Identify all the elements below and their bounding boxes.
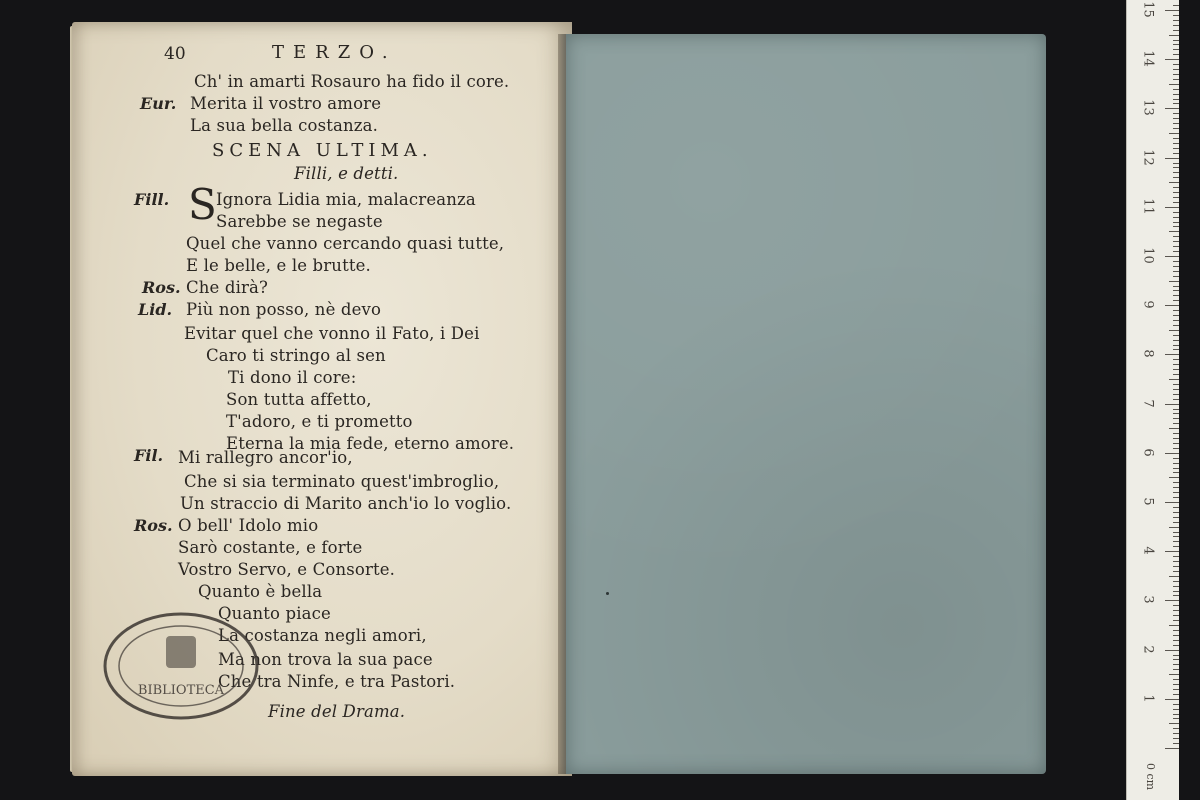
ruler-unit-label: 0 cm (1144, 762, 1158, 791)
ruler-tick (1173, 684, 1179, 685)
text-line: Un straccio di Marito anch'io lo voglio. (180, 494, 512, 513)
ruler-number: 15 (1140, 1, 1156, 18)
ruler-tick (1173, 335, 1179, 336)
ruler-tick (1165, 650, 1179, 651)
ruler-tick (1173, 655, 1179, 656)
ruler-tick (1173, 458, 1179, 459)
ruler-tick (1173, 5, 1179, 6)
ruler-tick (1165, 59, 1179, 60)
aria-line: Son tutta affetto, (226, 390, 372, 409)
ruler-tick (1173, 325, 1179, 326)
ruler-tick (1173, 143, 1179, 144)
drop-cap: S (188, 180, 217, 229)
ruler-tick (1173, 532, 1179, 533)
ruler-tick (1173, 99, 1179, 100)
ruler-tick (1165, 10, 1179, 11)
ruler-tick (1173, 25, 1179, 26)
text-line: Evitar quel che vonno il Fato, i Dei (184, 324, 480, 343)
ruler-tick (1169, 182, 1179, 183)
ruler-number: 1 (1140, 694, 1156, 703)
aria-line: Eterna la mia fede, eterno amore. (226, 434, 515, 453)
text-line: E le belle, e le brutte. (186, 256, 371, 275)
aria-line: T'adoro, e ti prometto (226, 412, 413, 431)
text-line: Vostro Servo, e Consorte. (178, 560, 396, 579)
ruler-tick (1173, 118, 1179, 119)
ruler-tick (1173, 345, 1179, 346)
speaker-label: Ros. (134, 516, 173, 535)
ruler-tick (1173, 561, 1179, 562)
ruler-tick (1173, 202, 1179, 203)
ruler-tick (1169, 428, 1179, 429)
ruler-tick (1173, 286, 1179, 287)
speaker-label: Lid. (138, 300, 173, 319)
scene-title: SCENA ULTIMA. (212, 140, 433, 161)
ruler-tick (1173, 472, 1179, 473)
ruler-tick (1169, 576, 1179, 577)
speaker-label: Ros. (142, 278, 181, 297)
ruler-tick (1173, 389, 1179, 390)
text-line: Ch' in amarti Rosauro ha fido il core. (194, 72, 510, 91)
ruler-tick (1173, 718, 1179, 719)
ruler-tick (1173, 113, 1179, 114)
text-line: La sua bella costanza. (190, 116, 378, 135)
text-line: Che dirà? (186, 278, 269, 297)
running-head: TERZO. (272, 42, 397, 63)
aria-line: Che tra Ninfe, e tra Pastori. (218, 672, 456, 691)
ruler-tick (1169, 674, 1179, 675)
ruler-tick (1173, 276, 1179, 277)
ruler-tick (1173, 226, 1179, 227)
ruler-number: 2 (1140, 644, 1156, 654)
ruler-tick (1173, 64, 1179, 65)
ruler-tick (1173, 541, 1179, 542)
cover-speck (606, 592, 609, 595)
ruler-tick (1173, 433, 1179, 434)
ruler-tick (1169, 133, 1179, 134)
ruler-tick (1173, 571, 1179, 572)
ruler-tick (1173, 153, 1179, 154)
text-line: Sarebbe se negaste (216, 212, 383, 231)
ruler-tick (1173, 694, 1179, 695)
ruler-tick (1173, 340, 1179, 341)
ruler-tick (1173, 581, 1179, 582)
ruler-tick (1173, 246, 1179, 247)
ruler-tick (1173, 487, 1179, 488)
ruler-tick (1173, 605, 1179, 606)
ruler-tick (1173, 197, 1179, 198)
ruler-tick (1173, 30, 1179, 31)
colophon: Fine del Drama. (268, 702, 406, 721)
ruler-tick (1169, 84, 1179, 85)
ruler-tick (1173, 413, 1179, 414)
ruler-tick (1173, 536, 1179, 537)
ruler-tick (1173, 566, 1179, 567)
ruler-tick (1173, 610, 1179, 611)
ruler-tick (1173, 482, 1179, 483)
ruler-tick (1173, 669, 1179, 670)
ruler-number: 3 (1140, 595, 1156, 605)
ruler-tick (1165, 256, 1179, 257)
ruler-tick (1173, 522, 1179, 523)
ruler-tick (1173, 595, 1179, 596)
ruler-tick (1173, 448, 1179, 449)
ruler-tick (1173, 49, 1179, 50)
ruler-tick (1173, 315, 1179, 316)
ruler-tick (1165, 305, 1179, 306)
ruler-tick (1173, 659, 1179, 660)
ruler-tick (1169, 625, 1179, 626)
speaker-label: Fill. (134, 190, 170, 209)
ruler-tick (1173, 704, 1179, 705)
ruler-tick (1173, 74, 1179, 75)
ruler-number: 13 (1140, 99, 1156, 117)
aria-line: Quanto piace (218, 604, 331, 623)
ruler-tick (1173, 512, 1179, 513)
ruler-tick (1173, 69, 1179, 70)
ruler-tick (1169, 330, 1179, 331)
text-line: Merita il vostro amore (190, 94, 382, 113)
aria-line: La costanza negli amori, (218, 626, 427, 645)
text-line: Sarò costante, e forte (178, 538, 363, 557)
ruler-tick (1173, 497, 1179, 498)
ruler-tick (1173, 251, 1179, 252)
ruler-tick (1173, 586, 1179, 587)
ruler-tick (1173, 212, 1179, 213)
ruler-tick (1165, 108, 1179, 109)
measuring-ruler (1126, 0, 1179, 800)
ruler-number: 7 (1140, 398, 1156, 408)
ruler-tick (1173, 44, 1179, 45)
ruler-tick (1173, 679, 1179, 680)
ruler-tick (1169, 35, 1179, 36)
ruler-tick (1165, 354, 1179, 355)
ruler-tick (1173, 689, 1179, 690)
text-line: Ignora Lidia mia, malacreanza (216, 190, 476, 209)
ruler-tick (1169, 379, 1179, 380)
library-stamp (100, 606, 262, 726)
ruler-tick (1173, 709, 1179, 710)
ruler-tick (1173, 546, 1179, 547)
text-line: O bell' Idolo mio (178, 516, 319, 535)
ruler-tick (1173, 15, 1179, 16)
ruler-tick (1173, 241, 1179, 242)
ruler-tick (1173, 89, 1179, 90)
ruler-tick (1173, 733, 1179, 734)
ruler-tick (1173, 236, 1179, 237)
ruler-number: 4 (1140, 546, 1156, 555)
text-line: Quel che vanno cercando quasi tutte, (186, 234, 505, 253)
ruler-tick (1173, 664, 1179, 665)
ruler-tick (1173, 349, 1179, 350)
ruler-tick (1173, 507, 1179, 508)
ruler-tick (1173, 635, 1179, 636)
ruler-tick (1173, 364, 1179, 365)
ruler-tick (1173, 177, 1179, 178)
ruler-tick (1169, 477, 1179, 478)
ruler-number: 8 (1140, 349, 1156, 359)
ruler-tick (1165, 600, 1179, 601)
ruler-tick (1173, 261, 1179, 262)
ruler-tick (1173, 40, 1179, 41)
ruler-tick (1173, 438, 1179, 439)
ruler-tick (1173, 167, 1179, 168)
ruler-tick (1173, 517, 1179, 518)
ruler-tick (1173, 300, 1179, 301)
ruler-tick (1173, 418, 1179, 419)
ruler-tick (1173, 359, 1179, 360)
ruler-tick (1165, 158, 1179, 159)
ruler-tick (1169, 723, 1179, 724)
ruler-tick (1165, 699, 1179, 700)
ruler-tick (1173, 409, 1179, 410)
ruler-number: 11 (1140, 198, 1156, 215)
ruler-tick (1173, 290, 1179, 291)
ruler-tick (1173, 728, 1179, 729)
aria-line: Ti dono il core: (228, 368, 357, 387)
ruler-number: 9 (1140, 300, 1156, 309)
ruler-tick (1173, 394, 1179, 395)
ruler-tick (1173, 217, 1179, 218)
ruler-tick (1173, 468, 1179, 469)
ruler-tick (1173, 295, 1179, 296)
ruler-tick (1173, 714, 1179, 715)
ruler-tick (1173, 192, 1179, 193)
ruler-tick (1173, 640, 1179, 641)
ruler-tick (1165, 502, 1179, 503)
ruler-tick (1173, 266, 1179, 267)
aria-line: Quanto è bella (198, 582, 323, 601)
ruler-tick (1173, 94, 1179, 95)
ruler-tick (1173, 630, 1179, 631)
ruler-tick (1173, 423, 1179, 424)
ruler-tick (1173, 123, 1179, 124)
text-line: Mi rallegro ancor'io, (178, 448, 353, 467)
text-line: Che si sia terminato quest'imbroglio, (184, 472, 500, 491)
ruler-tick (1173, 463, 1179, 464)
ruler-number: 6 (1140, 448, 1156, 457)
ruler-tick (1173, 148, 1179, 149)
ruler-tick (1173, 443, 1179, 444)
text-line: Più non posso, nè devo (186, 300, 382, 319)
ruler-tick (1173, 310, 1179, 311)
stamp-text: BIBLIOTECA (137, 683, 225, 698)
ruler-tick (1173, 591, 1179, 592)
ruler-number: 5 (1140, 497, 1156, 506)
ruler-tick (1173, 54, 1179, 55)
ruler-tick (1173, 384, 1179, 385)
ruler-tick (1173, 556, 1179, 557)
coat-of-arms-icon (166, 636, 196, 668)
ruler-tick (1169, 281, 1179, 282)
ruler-tick (1173, 271, 1179, 272)
ruler-tick (1173, 320, 1179, 321)
scene-characters: Filli, e detti. (294, 164, 399, 183)
ruler-tick (1173, 743, 1179, 744)
speaker-label: Fil. (134, 446, 164, 465)
ruler-tick (1173, 128, 1179, 129)
aria-line: Ma non trova la sua pace (218, 650, 433, 669)
page-number: 40 (164, 44, 186, 64)
ruler-tick (1173, 79, 1179, 80)
ruler-tick (1165, 551, 1179, 552)
ruler-tick (1173, 187, 1179, 188)
ruler-tick (1173, 222, 1179, 223)
ruler-tick (1173, 374, 1179, 375)
speaker-label: Eur. (140, 94, 177, 113)
ruler-tick (1173, 645, 1179, 646)
ruler-tick (1173, 492, 1179, 493)
aria-line: Caro ti stringo al sen (206, 346, 386, 365)
ruler-tick (1165, 453, 1179, 454)
ruler-tick (1165, 404, 1179, 405)
ruler-tick (1173, 738, 1179, 739)
ruler-number: 10 (1140, 247, 1156, 264)
ruler-number: 12 (1140, 148, 1156, 166)
ruler-tick (1173, 399, 1179, 400)
ruler-tick (1165, 207, 1179, 208)
ruler-tick (1165, 748, 1179, 749)
ruler-tick (1169, 231, 1179, 232)
ruler-tick (1173, 138, 1179, 139)
ruler-tick (1173, 103, 1179, 104)
ruler-tick (1169, 527, 1179, 528)
ruler-tick (1173, 163, 1179, 164)
ruler-tick (1173, 620, 1179, 621)
ruler-tick (1173, 615, 1179, 616)
blue-paper-cover (566, 34, 1046, 774)
ruler-tick (1173, 172, 1179, 173)
ruler-tick (1173, 369, 1179, 370)
ruler-tick (1173, 20, 1179, 21)
ruler-number: 14 (1140, 50, 1156, 67)
